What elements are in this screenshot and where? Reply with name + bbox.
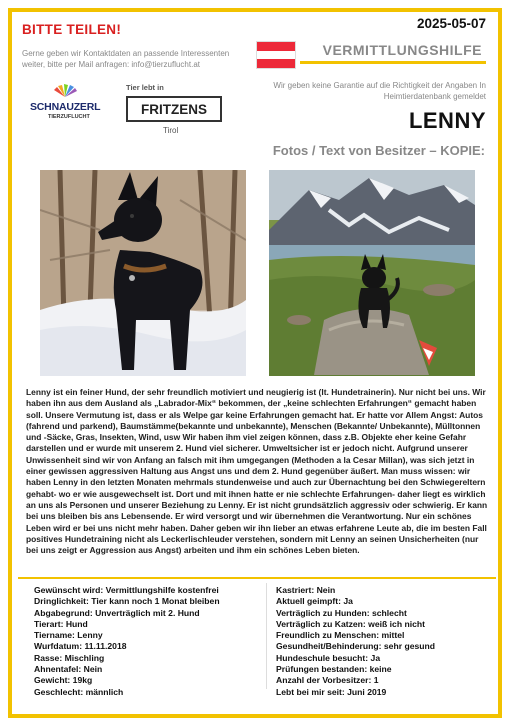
detail-item: Dringlichkeit: Tier kann noch 1 Monat bleiben [34, 596, 220, 607]
detail-item: Tierart: Hund [34, 618, 88, 629]
location-region: Tirol [163, 126, 179, 135]
dog-photo-mountain [269, 170, 475, 376]
detail-item: Gewicht: 19kg [34, 675, 93, 686]
detail-item: Anzahl der Vorbesitzer: 1 [276, 675, 379, 686]
detail-item: Gewünscht wird: Vermittlungshilfe kostenfrei [34, 585, 219, 595]
dog-photo-forest [40, 170, 246, 376]
logo-fan-icon [52, 84, 78, 97]
austria-flag-icon [256, 41, 296, 69]
share-banner: BITTE TEILEN! [22, 22, 122, 37]
contact-text: Gerne geben wir Kontaktdaten an passende Interessenten weiter, bitte per Mail anfragen: info@tierzuflucht.at [22, 49, 230, 69]
detail-item: Prüfungen bestanden: keine [276, 664, 392, 675]
details-panel [18, 577, 496, 697]
photos-caption: Fotos / Text von Besitzer – KOPIE: [272, 143, 485, 158]
detail-item: Abgabegrund: Unverträglich mit 2. Hund [34, 607, 200, 618]
details-right-column [276, 585, 491, 698]
location-place: FRITZENS [126, 96, 222, 122]
location-label: Tier lebt in [126, 83, 164, 92]
detail-item: Wurfdatum: 11.11.2018 [34, 641, 127, 652]
story-paragraph: Lenny ist ein feiner Hund, der sehr freundlich motiviert und neugierig ist (lt. Hundetrainerin). Nur nicht bei uns. Wir haben ihn aus dem Ausland als „Labrador-Mix“ bekommen, der „keine schlechten Erfahrungen“ gemacht haben soll. Unsere Vermutung ist, dass er als Welpe gar keine Erfahrungen gemacht hat. Er hatte vor Allem Angst: Autos (fahrend und parkend), Baumstämme(bekannte und unbekannte), Menschen (Bekannte/ Unbekannte), Mülltonnen und -Säcke, Gras, Insekten, Wind, usw Wir haben ihm viel zeigen können, dass z.B. Objekte eher keine Gefahr darstellen und er wurde mit unserem 2. Hund viel sicherer. Umweltsicher ist er jedoch nicht. Aufgrund unserer Unwissenheit sind wir von Anfang an falsch mit ihm umgegangen (Methoden a la Cesar Millan), was sich jetzt in einer gewissen aggressiven Haltung aus Angst uns und dem 2. Hund gegenüber äußert. Man muss wissen: wir haben Lenny in den letzten Monaten mehrmals stundenweise und auch zur Übernachtung bei den Schwiegereltern gehabt- wo er wie ausgewechselt ist. Dort und mit ihnen hatte er nie schlechte Erfahrungen- daher liegt es wirklich an uns als Personen und unserer Beziehung zu Lenny. Er ist nicht grundsätzlich aggressiv oder schwierig. Er kann bei uns bleiben bis ans Lebensende. Er wird versorgt und wir übernehmen die Verantwortung. Nur ein schönes Leben wird er bei uns nicht mehr haben. Daher geben wir ihn lieber an etwas erfahrene Leute ab, die im besten Fall positives Hundetraining nicht als Leckerlischleuder verstehen, sondern mit Lenny an seinen Unsicherheiten (nur bei uns zeigt er Aggression aus Angst) arbeiten und ihm ein schönes Leben bieten. [26, 387, 488, 556]
detail-item: Hundeschule besucht: Ja [276, 652, 381, 663]
detail-item: Verträglich zu Katzen: weiß ich nicht [276, 618, 425, 629]
detail-item: Ahnentafel: Nein [34, 664, 103, 675]
details-left-column [34, 585, 266, 698]
logo-sub: TIERZUFLUCHT [48, 114, 90, 120]
story-text [26, 387, 488, 556]
detail-item: Aktuell geimpft: Ja [276, 596, 353, 607]
detail-item: Rasse: Mischling [34, 652, 105, 663]
detail-item: Tiername: Lenny [34, 630, 103, 641]
detail-item: Kastriert: Nein [276, 585, 336, 595]
disclaimer-text: Wir geben keine Garantie auf die Richtigkeit der Angaben In Heimtierdatenbank gemeldet [273, 81, 486, 101]
schnauzerl-logo [30, 92, 110, 126]
title-underline [300, 61, 486, 64]
animal-name: LENNY [408, 108, 486, 133]
logo-brand: SCHNAUZERL [30, 101, 101, 113]
detail-item: Gesundheit/Behinderung: sehr gesund [276, 641, 435, 652]
date-label: 2025-05-07 [416, 16, 486, 31]
details-divider [266, 583, 267, 689]
detail-item: Geschlecht: männlich [34, 686, 124, 697]
detail-item: Lebt bei mir seit: Juni 2019 [276, 686, 387, 697]
page-title: VERMITTLUNGSHILFE [322, 42, 482, 58]
detail-item: Verträglich zu Hunden: schlecht [276, 607, 407, 618]
detail-item: Freundlich zu Menschen: mittel [276, 630, 405, 641]
